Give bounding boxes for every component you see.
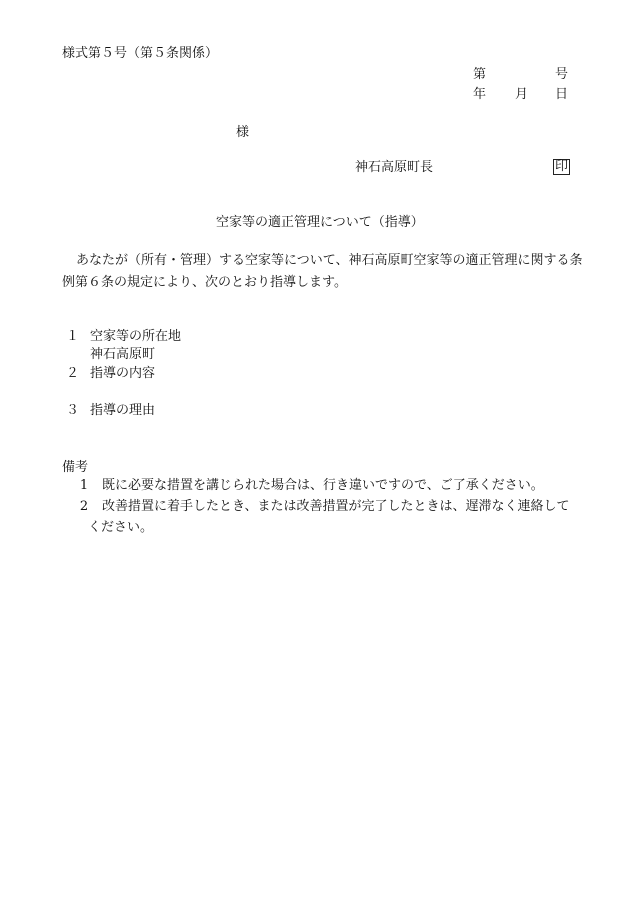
note-2-text: 改善措置に着手したとき、または改善措置が完了したときは、遅滞なく連絡して — [102, 499, 570, 514]
item-1-number: １ — [66, 329, 80, 344]
date-day: 日 — [555, 87, 569, 102]
item-1-value: 神石高原町 — [90, 347, 156, 362]
item-3-number: ３ — [66, 403, 80, 418]
item-2-label: 指導の内容 — [90, 366, 156, 381]
notes-heading: 備考 — [62, 460, 89, 475]
doc-number-prefix: 第 — [473, 67, 487, 82]
body-text: あなたが（所有・管理）する空家等について、神石高原町空家等の適正管理に関する条例第６条の規定により、次のとおり指導します。 — [62, 253, 583, 290]
doc-number-suffix: 号 — [555, 67, 569, 82]
issuer-name: 神石高原町長 — [355, 160, 434, 175]
item-3-label: 指導の理由 — [90, 403, 156, 418]
note-item-2 — [66, 496, 588, 538]
item-1-label: 空家等の所在地 — [90, 329, 182, 344]
date-year: 年 — [473, 87, 487, 102]
date-month: 月 — [515, 87, 529, 102]
note-2-number: 2 — [79, 499, 89, 514]
addressee-suffix: 様 — [236, 125, 250, 140]
item-2-number: ２ — [66, 366, 80, 381]
note-item-1 — [66, 475, 588, 496]
note-1-text: 既に必要な措置を講じられた場合は、行き違いですので、ご了承ください。 — [102, 478, 544, 493]
document-title: 空家等の適正管理について（指導） — [216, 215, 424, 230]
form-label: 様式第５号（第５条関係） — [62, 46, 219, 61]
note-1-number: 1 — [79, 478, 89, 493]
seal-mark: 印 — [555, 159, 569, 174]
note-2-continuation: ください。 — [88, 520, 154, 535]
